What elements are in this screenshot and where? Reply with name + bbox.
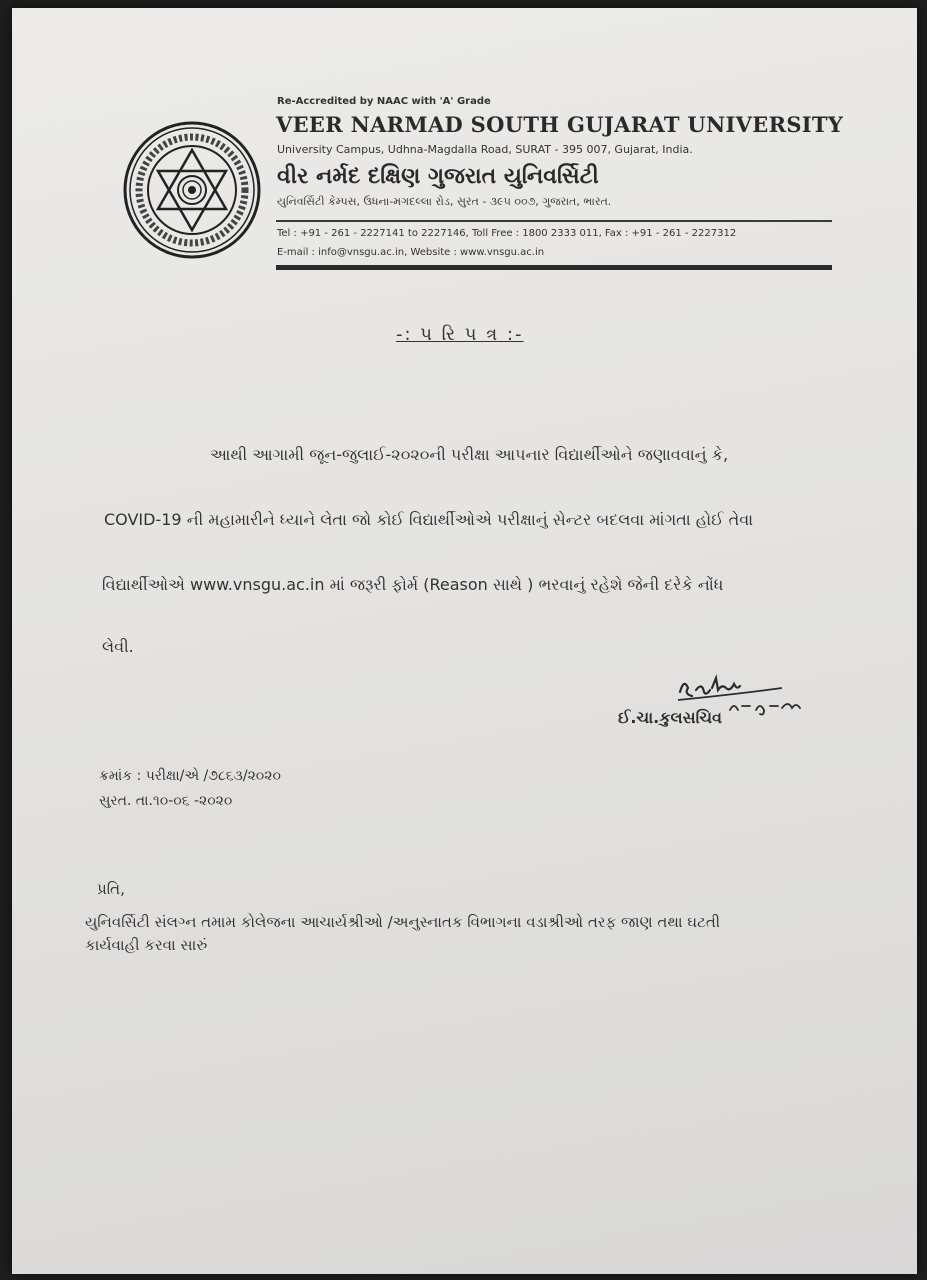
letterhead-divider	[276, 220, 832, 222]
reference-number: ક્રમાંક : પરીક્ષા/એ /૭૮૬૩/૨૦૨૦	[99, 768, 281, 784]
university-address-english: University Campus, Udhna-Magdalla Road, SURAT - 395 007, Gujarat, India.	[277, 143, 693, 156]
recipients-line: યુનિવર્સિટી સંલગ્ન તમામ કોલેજના આચાર્યશ્રીઓ /અનુસ્નાતક વિભાગના વડાશ્રીઓ તરફ જાણ તથા ઘટતી	[85, 913, 721, 931]
body-line: COVID-19 ની મહામારીને ધ્યાને લેતા જો કોઈ વિદ્યાર્થીઓએ પરીક્ષાનું સેન્ટર બદલવા માંગતા હોઈ તેવા	[104, 510, 754, 529]
email-website: E-mail : info@vnsgu.ac.in, Website : www.vnsgu.ac.in	[277, 247, 545, 258]
university-seal-icon	[122, 120, 262, 260]
body-line: આથી આગામી જૂન-જુલાઈ-૨૦૨૦ની પરીક્ષા આપનાર વિદ્યાર્થીઓને જણાવવાનું કે,	[210, 445, 729, 464]
letterhead-bottom-rule	[276, 265, 832, 270]
university-address-gujarati: યુનિવર્સિટી કેમ્પસ, ઉધના-મગદલ્લા રોડ, સુરત - ૩૯૫ ૦૦૭, ગુજરાત, ભારત.	[277, 195, 612, 208]
contact-numbers: Tel : +91 - 261 - 2227141 to 2227146, Toll Free : 1800 2333 011, Fax : +91 - 261 - 2227312	[277, 228, 737, 239]
body-line: લેવી.	[102, 637, 134, 656]
signatory-title: ઈ.ચા.કુલસચિવ	[618, 708, 722, 727]
accreditation-text: Re-Accredited by NAAC with 'A' Grade	[277, 96, 491, 107]
body-line: વિદ્યાર્થીઓએ www.vnsgu.ac.in માં જરૂરી ફોર્મ (Reason સાથે ) ભરવાનું રહેશે જેની દરેકે નોંધ	[102, 575, 724, 594]
recipients-label: પ્રતિ,	[97, 880, 125, 898]
circular-title: -: પ રિ પ ત્ર :-	[396, 324, 524, 345]
university-name-english: VEER NARMAD SOUTH GUJARAT UNIVERSITY	[276, 112, 844, 137]
reference-date: સુરત. તા.૧૦-૦૬ -૨૦૨૦	[99, 793, 233, 809]
recipients-line: કાર્યવાહી કરવા સારું	[85, 936, 208, 954]
university-name-gujarati: વીર નર્મદ દક્ષિણ ગુજરાત યુનિવર્સિટી	[277, 164, 599, 189]
